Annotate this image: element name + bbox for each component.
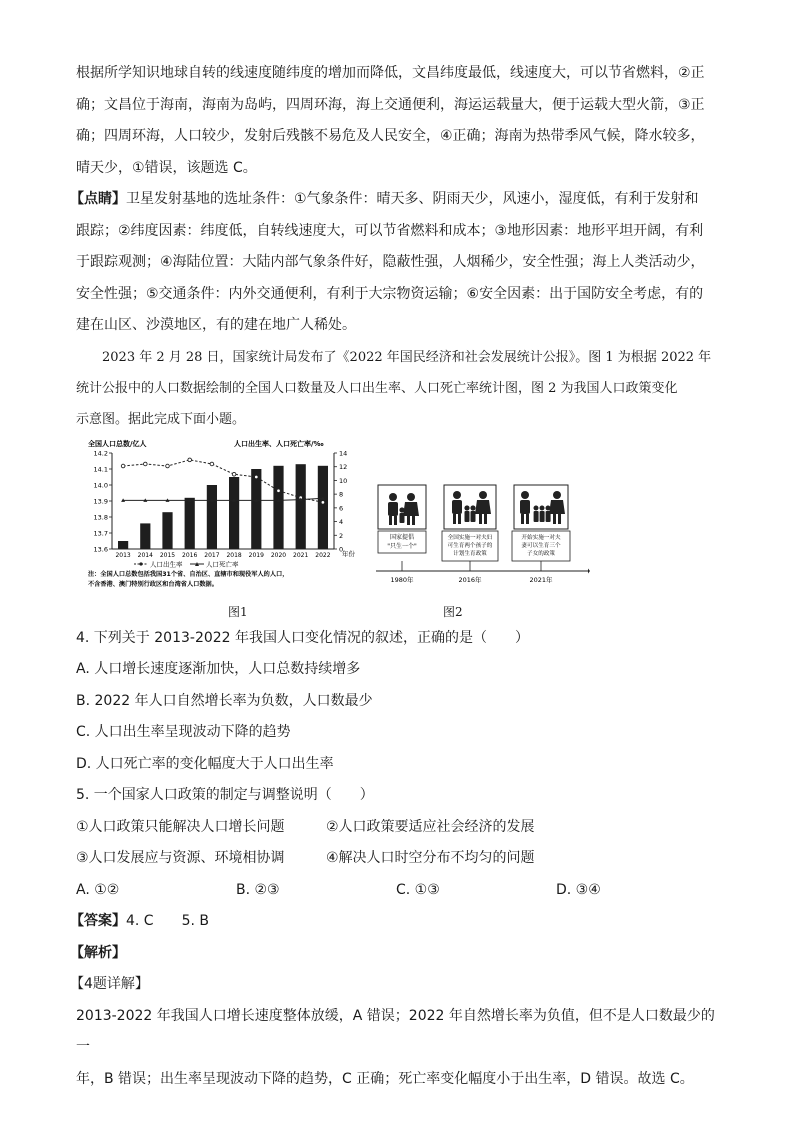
panel-3-label-2: 妻可以生育三个 — [521, 542, 561, 549]
panel-1-label-1: 国家提倡 — [389, 533, 415, 541]
dianjing-line-1 — [70, 184, 716, 216]
population-bar — [273, 465, 283, 548]
x-tick-label: 2022 — [315, 551, 331, 559]
timeline-arrow — [588, 568, 590, 573]
q5-option-a: A. ①② — [76, 881, 120, 898]
panel-2-label-3: 计划生育政策 — [453, 550, 487, 557]
answer-tag: 【答案】 — [70, 913, 126, 929]
legend-death-label: 人口死亡率 — [206, 560, 239, 568]
left-tick-label: 13.9 — [93, 497, 108, 505]
q5-statements-row-2 — [76, 843, 716, 875]
detail4-tag: 【4题详解】 — [70, 976, 149, 992]
population-bar — [207, 485, 217, 549]
legend-birth-marker — [139, 562, 142, 565]
x-tick-label: 2016 — [182, 551, 198, 559]
material-line-2: 统计公报中的人口数据绘制的全国人口数量及人口出生率、人口死亡率统计图，图 2 为我国人口政策变化 — [76, 380, 678, 396]
detail4-line-2: 年，B 错误；出生率呈现波动下降的趋势，C 正确；死亡率变化幅度小于出生率，D 错误。故选 C。 — [76, 1070, 694, 1087]
q5-statement-4: ④解决人口时空分布不均匀的问题 — [326, 850, 535, 866]
population-chart — [86, 437, 362, 602]
population-bar — [229, 477, 239, 549]
right-tick-label: 0 — [339, 545, 344, 553]
right-tick-label: 10 — [339, 476, 348, 485]
q4-option-d: D. 人口死亡率的变化幅度大于人口出生率 — [76, 755, 334, 772]
intro-line-2: 确；文昌位于海南，海南为岛屿，四周环海，海上交通便利，海运运载量大，便于运载大型火箭，③正 — [76, 96, 705, 113]
q5-options — [76, 875, 716, 907]
q5-statement-2: ②人口政策要适应社会经济的发展 — [326, 818, 535, 835]
q5-stem: 5. 一个国家人口政策的制定与调整说明（ ） — [76, 787, 374, 803]
x-tick-label: 2015 — [159, 551, 176, 559]
left-axis-title: 全国人口总数/亿人 — [88, 439, 147, 448]
intro-line-4: 晴天少，①错误，该题选 C。 — [76, 159, 257, 176]
population-bar — [251, 469, 261, 549]
left-tick-label: 13.8 — [93, 513, 108, 521]
intro-line-1: 根据所学知识地球自转的线速度随纬度的增加而降低，文昌纬度最低，线速度大，可以节省燃料，②正 — [76, 65, 705, 81]
panel-2-label-2: 可生育两个孩子的 — [447, 542, 493, 549]
x-tick-label: 2021 — [293, 551, 309, 559]
figures — [76, 437, 716, 623]
left-tick-label: 14.0 — [93, 481, 108, 489]
q5-option-d: D. ③④ — [556, 881, 601, 898]
dianjing-line-4: 安全性强；⑤交通条件：内外交通便利，有利于大宗物资运输；⑥安全因素：出于国防安全考虑，有的 — [76, 285, 704, 302]
panel-2-label-1: 全国实施一对夫妇 — [447, 534, 493, 541]
panel-3-label-1: 开始实施一对夫 — [521, 534, 561, 541]
left-tick-label: 13.7 — [93, 529, 108, 537]
detail4-line-1: 2013-2022 年我国人口增长速度整体放缓，A 错误；2022 年自然增长率为负值，但不是人口数最少的一 — [76, 1007, 715, 1055]
q5-statement-3: ③人口发展应与资源、环境相协调 — [76, 850, 285, 866]
q5-statement-1: ①人口政策只能解决人口增长问题 — [76, 818, 285, 835]
death-rate-line — [123, 498, 323, 500]
birth-rate-point — [166, 464, 170, 468]
document-page — [70, 58, 716, 1095]
left-tick-label: 14.1 — [93, 465, 108, 473]
x-tick-label: 2020 — [270, 551, 287, 559]
birth-rate-point — [232, 472, 236, 476]
population-bar — [162, 512, 172, 549]
q5-option-c: C. ①③ — [396, 881, 440, 898]
birth-rate-point — [121, 464, 125, 468]
population-bar — [140, 523, 150, 549]
birth-rate-point — [277, 488, 281, 492]
legend-birth-label: 人口出生率 — [150, 560, 183, 568]
timeline-year-1: 1980年 — [390, 575, 414, 584]
panel-1-label-2: "只生一个" — [387, 542, 417, 550]
population-bar — [296, 464, 306, 549]
birth-rate-point — [188, 458, 192, 462]
figure-1-caption: 图1 — [228, 604, 248, 619]
timeline-year-2: 2016年 — [458, 575, 482, 584]
x-axis-unit: 年份 — [342, 549, 355, 558]
intro-line-3: 确；四周环海，人口较少，发射后残骸不易危及人民安全，④正确；海南为热带季风气候，降水较多， — [76, 128, 705, 144]
analysis-tag: 【解析】 — [70, 944, 126, 961]
chart-note-1: 注：全国人口总数包括我国31个省、自治区、直辖市和现役军人的人口， — [88, 570, 289, 578]
figure-2-caption: 图2 — [443, 604, 463, 619]
population-bar — [118, 541, 128, 549]
birth-rate-point — [144, 462, 148, 466]
birth-rate-point — [255, 475, 259, 479]
x-tick-label: 2013 — [115, 551, 131, 559]
right-tick-label: 2 — [339, 531, 344, 540]
population-bar — [318, 465, 328, 548]
right-tick-label: 4 — [339, 517, 344, 526]
x-tick-label: 2019 — [248, 551, 264, 559]
q4-option-c: C. 人口出生率呈现波动下降的趋势 — [76, 724, 291, 740]
panel-3-label-3: 子女的政策 — [527, 550, 555, 557]
timeline-year-3: 2021年 — [529, 575, 553, 584]
material-line-1: 2023 年 2 月 28 日，国家统计局发布了《2022 年国民经济和社会发展统计公报》。图 1 为根据 2022 年 — [102, 349, 712, 365]
left-tick-label: 13.6 — [93, 545, 108, 553]
dianjing-line-3: 于跟踪观测；④海陆位置：大陆内部气象条件好，隐蔽性强，人烟稀少，安全性强；海上人类活动少， — [76, 254, 705, 270]
dianjing-text-1: 卫星发射基地的选址条件：①气象条件：晴天多、阴雨天少，风速小，湿度低，有利于发射和 — [126, 191, 699, 207]
q4-option-a: A. 人口增长速度逐渐加快，人口总数持续增多 — [76, 661, 361, 677]
left-tick-label: 14.2 — [93, 449, 108, 457]
policy-diagram — [376, 483, 590, 589]
q5-statements-row-1 — [76, 812, 716, 844]
dianjing-line-5: 建在山区、沙漠地区，有的建在地广人稀处。 — [76, 317, 356, 333]
population-bar — [185, 497, 195, 548]
birth-rate-point — [321, 500, 325, 504]
right-axis-title: 人口出生率、人口死亡率/‰ — [234, 439, 324, 448]
birth-rate-line — [123, 459, 323, 502]
dianjing-line-2: 跟踪；②纬度因素：纬度低，自转线速度大，可以节省燃料和成本；③地形因素：地形平坦开阔，有利 — [76, 222, 704, 239]
birth-rate-point — [210, 462, 214, 466]
material-line-3: 示意图。据此完成下面小题。 — [76, 411, 246, 427]
dianjing-tag: 【点睛】 — [70, 191, 126, 207]
q4-option-b: B. 2022 年人口自然增长率为负数，人口数最少 — [76, 692, 373, 709]
right-tick-label: 14 — [339, 449, 348, 457]
chart-note-2: 不含香港、澳门特别行政区和台湾省人口数据。 — [88, 580, 218, 588]
q5-option-b: B. ②③ — [236, 881, 280, 898]
answer-line — [70, 906, 716, 938]
answer-text: 4. C 5. B — [126, 913, 209, 929]
right-tick-label: 12 — [339, 462, 348, 471]
q4-stem: 4. 下列关于 2013-2022 年我国人口变化情况的叙述，正确的是（ ） — [76, 629, 530, 646]
x-tick-label: 2018 — [226, 551, 242, 559]
right-tick-label: 8 — [339, 490, 344, 499]
right-tick-label: 6 — [339, 503, 344, 512]
x-tick-label: 2014 — [137, 551, 153, 559]
x-tick-label: 2017 — [204, 551, 220, 559]
